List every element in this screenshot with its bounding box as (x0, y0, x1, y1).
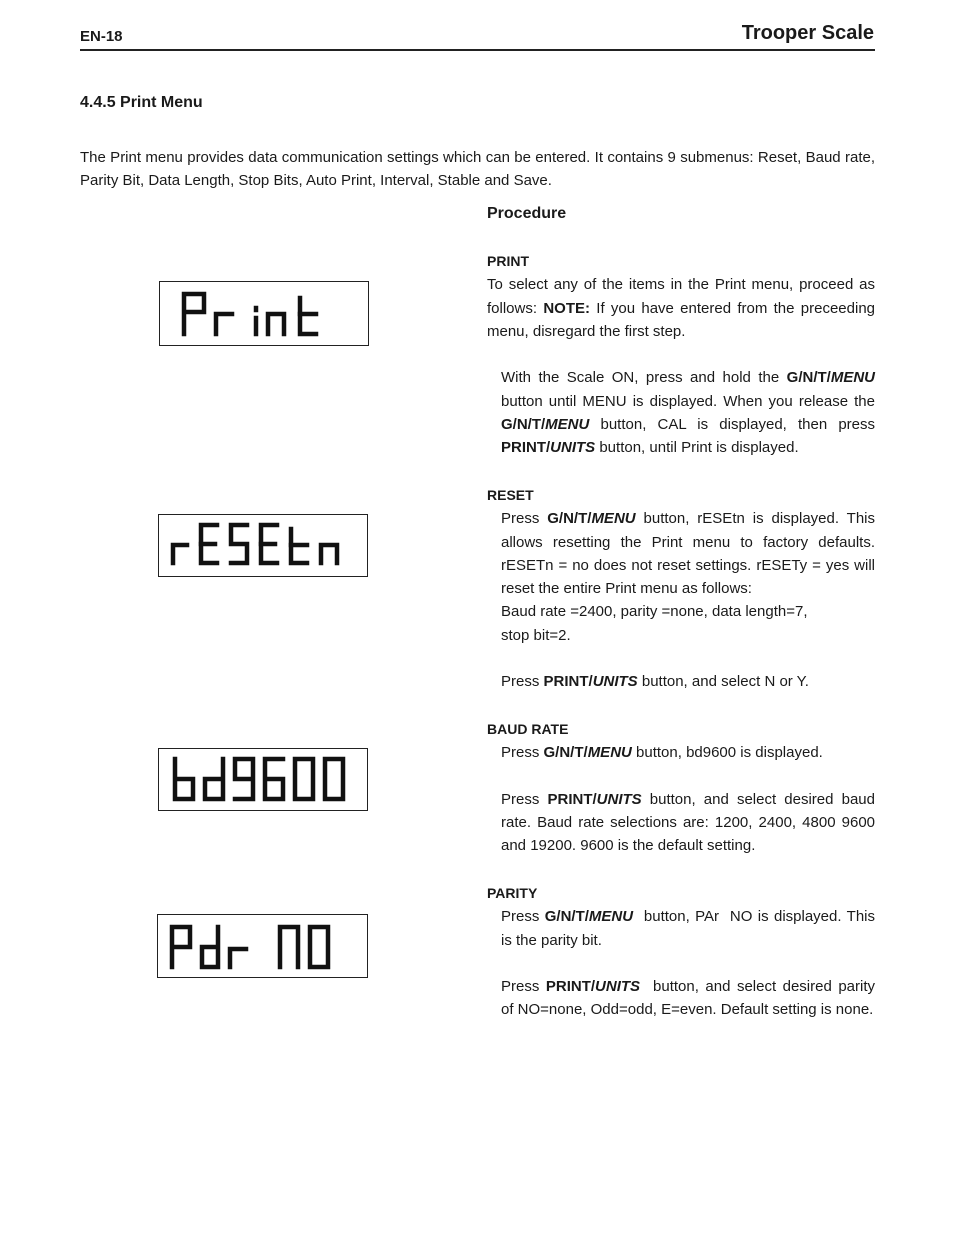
baud-text: Press (501, 744, 544, 762)
lcd-display-print (159, 281, 369, 346)
reset-text: Press (501, 510, 548, 528)
print-units-button-ref: PRINT/UNITS (501, 439, 596, 457)
print-text: If you have entered from the preceeding menu, disregard the first step. (487, 299, 876, 340)
reset-text: button, and select N or Y. (637, 673, 809, 691)
baud-text: Press (501, 790, 548, 808)
intro-paragraph: The Print menu provides data communication settings which can be entered. It contains 9 submenus: Reset, Baud rate, Parity Bit, Data Length, Stop Bits, Auto Print, Interval, Stable and Save. (80, 149, 875, 189)
lcd-display-parity (157, 914, 368, 978)
lcd-display-baud (158, 748, 368, 811)
step-text: button until MENU is displayed. When you release the (501, 392, 875, 410)
gnt-button-ref: G/N/T/MENU (786, 369, 875, 387)
lcd-parity-image (158, 915, 366, 976)
baud-block (487, 718, 875, 858)
reset-defaults-line: Baud rate =2400, parity =none, data length=7, (501, 603, 808, 621)
parity-text: Press (501, 978, 546, 996)
document-title: Trooper Scale (741, 22, 874, 44)
gnt-button-ref: G/N/T/MENU (543, 744, 632, 762)
reset-select-line (487, 670, 875, 693)
gnt-button-ref: G/N/T/MENU (501, 416, 590, 434)
reset-heading: RESET (487, 487, 534, 503)
print-heading: PRINT (487, 253, 529, 269)
parity-text: button, and select desired parity of NO=none, Odd=odd, E=even. Default setting is none. (501, 978, 880, 1019)
baud-text: button, and select desired baud rate. Baud rate selections are: 1200, 2400, 4800 9600 and 19200. 9600 is the default setting. (501, 790, 875, 855)
print-text: To select any of the items in the Print menu, proceed as follows: (487, 276, 875, 317)
print-units-button-ref: PRINT/UNITS (545, 978, 641, 996)
baud-line (487, 741, 875, 764)
parity-block (487, 882, 880, 1022)
lcd-print-image (160, 282, 367, 344)
procedure-title: Procedure (487, 205, 567, 222)
step-text: With the Scale ON, press and hold the (501, 369, 787, 387)
note-label: NOTE: (543, 299, 590, 317)
print-units-button-ref: PRINT/UNITS (543, 673, 638, 691)
lcd-display-reset (158, 514, 368, 577)
step-text: button, until Print is displayed. (595, 439, 799, 457)
reset-defaults-line: stop bit=2. (501, 626, 571, 644)
print-units-button-ref: PRINT/UNITS (547, 790, 642, 808)
section-title: 4.4.5 Print Menu (80, 94, 203, 111)
step-text: button, CAL is displayed, then press (589, 416, 875, 434)
print-paragraph (487, 273, 875, 343)
page-number: EN-18 (80, 28, 123, 45)
baud-text: button, bd9600 is displayed. (631, 744, 823, 762)
baud-heading: BAUD RATE (487, 721, 569, 737)
parity-heading: PARITY (487, 885, 538, 901)
baud-select-paragraph (487, 788, 875, 858)
print-step-paragraph (487, 366, 875, 459)
gnt-button-ref: G/N/T/MENU (547, 510, 636, 528)
parity-select-paragraph (487, 975, 880, 1022)
parity-line (487, 905, 880, 952)
header-divider (80, 49, 875, 51)
print-block (487, 250, 875, 460)
reset-text: Press (501, 673, 544, 691)
lcd-reset-image (159, 515, 366, 575)
gnt-button-ref: G/N/T/MENU (544, 908, 634, 926)
reset-paragraph (487, 507, 875, 600)
reset-block (487, 484, 875, 694)
lcd-baud-image (159, 749, 366, 809)
parity-text: button, PAr NO is displayed. This is the parity bit. (501, 908, 880, 949)
reset-text: button, rESEtn is displayed. This allows resetting the Print menu to factory defaults. rESETn = no does not reset settings. rESETy = yes will reset the entire Print menu as follows: (501, 510, 876, 598)
parity-text: Press (501, 908, 545, 926)
